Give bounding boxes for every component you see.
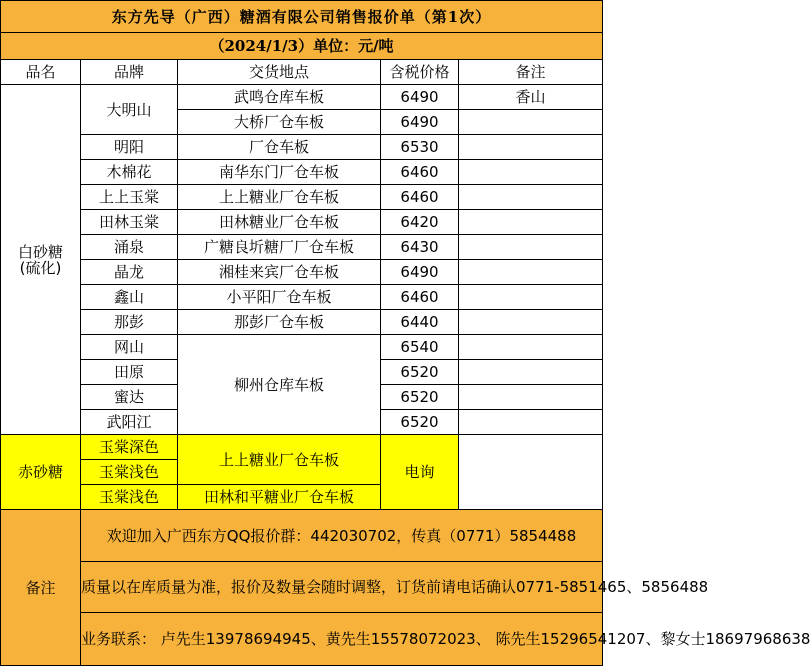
location-cell: 小平阳厂仓车板 — [178, 285, 381, 310]
sheet-title: 东方先导（广西）糖酒有限公司销售报价单（第1次） — [1, 1, 603, 33]
brand-cell: 玉棠浅色 — [81, 485, 178, 510]
location-cell: 湘桂来宾厂仓车板 — [178, 260, 381, 285]
note-cell — [459, 310, 603, 335]
header-tax-inclusive-price: 含税价格 — [381, 60, 459, 85]
brand-cell: 武阳江 — [81, 410, 178, 435]
note-cell: 香山 — [459, 85, 603, 110]
location-cell: 大桥厂仓车板 — [178, 110, 381, 135]
location-cell: 田林糖业厂仓车板 — [178, 210, 381, 235]
price-cell: 6460 — [381, 160, 459, 185]
location-cell: 上上糖业厂仓车板 — [178, 185, 381, 210]
header-delivery-location: 交货地点 — [178, 60, 381, 85]
location-cell: 武鸣仓库车板 — [178, 85, 381, 110]
price-cell: 6540 — [381, 335, 459, 360]
product-white-sugar — [1, 85, 81, 435]
price-cell: 6490 — [381, 110, 459, 135]
note-cell — [459, 235, 603, 260]
note-cell — [459, 160, 603, 185]
note-cell — [459, 360, 603, 385]
location-cell-merged: 上上糖业厂仓车板 — [178, 435, 381, 485]
price-cell: 6530 — [381, 135, 459, 160]
brand-cell: 木棉花 — [81, 160, 178, 185]
location-cell: 南华东门厂仓车板 — [178, 160, 381, 185]
header-product-name: 品名 — [1, 60, 81, 85]
note-cell — [459, 285, 603, 310]
header-brand: 品牌 — [81, 60, 178, 85]
note-cell — [459, 110, 603, 135]
note-cell — [459, 185, 603, 210]
price-cell: 6440 — [381, 310, 459, 335]
price-cell: 6520 — [381, 360, 459, 385]
note-cell — [459, 210, 603, 235]
brand-cell: 明阳 — [81, 135, 178, 160]
header-remarks: 备注 — [459, 60, 603, 85]
location-cell: 厂仓车板 — [178, 135, 381, 160]
price-cell: 6490 — [381, 85, 459, 110]
price-cell: 6490 — [381, 260, 459, 285]
brand-cell: 玉棠浅色 — [81, 460, 178, 485]
note-cell — [459, 410, 603, 435]
price-cell: 6430 — [381, 235, 459, 260]
note-cell — [459, 260, 603, 285]
brand-cell: 网山 — [81, 335, 178, 360]
product-white-sugar-name: 白砂糖 — [17, 242, 63, 261]
product-white-sugar-type: (硫化) — [19, 258, 62, 277]
remarks-contacts: 业务联系： 卢先生13978694945、黄先生15578072023、 陈先生15296541207、黎女士18697968638 — [81, 613, 603, 666]
location-cell: 那彭厂仓车板 — [178, 310, 381, 335]
price-cell: 6460 — [381, 285, 459, 310]
brand-cell: 田林玉棠 — [81, 210, 178, 235]
product-red-sugar: 赤砂糖 — [1, 435, 81, 510]
brand-cell: 蜜达 — [81, 385, 178, 410]
price-cell: 6520 — [381, 410, 459, 435]
brand-cell: 上上玉棠 — [81, 185, 178, 210]
price-cell: 6420 — [381, 210, 459, 235]
note-cell — [459, 385, 603, 410]
price-cell: 6520 — [381, 385, 459, 410]
price-cell: 6460 — [381, 185, 459, 210]
location-cell: 广糖良圻糖厂厂仓车板 — [178, 235, 381, 260]
price-cell-inquire: 电询 — [381, 435, 459, 510]
note-cell — [459, 335, 603, 360]
location-cell: 田林和平糖业厂仓车板 — [178, 485, 381, 510]
remarks-label: 备注 — [1, 510, 81, 666]
sheet-subtitle: （2024/1/3）单位：元/吨 — [1, 33, 603, 60]
brand-cell: 田原 — [81, 360, 178, 385]
location-cell-merged: 柳州仓库车板 — [178, 335, 381, 435]
remarks-quality-notice: 质量以在库质量为准，报价及数量会随时调整，订货前请电话确认0771-5851465、5856488 — [81, 562, 603, 613]
brand-cell: 涌泉 — [81, 235, 178, 260]
note-cell — [459, 435, 603, 510]
brand-cell: 那彭 — [81, 310, 178, 335]
brand-cell: 晶龙 — [81, 260, 178, 285]
brand-cell: 玉棠深色 — [81, 435, 178, 460]
brand-cell: 鑫山 — [81, 285, 178, 310]
note-cell — [459, 135, 603, 160]
brand-cell: 大明山 — [81, 85, 178, 135]
remarks-qq-group: 欢迎加入广西东方QQ报价群：442030702，传真（0771）5854488 — [81, 510, 603, 562]
